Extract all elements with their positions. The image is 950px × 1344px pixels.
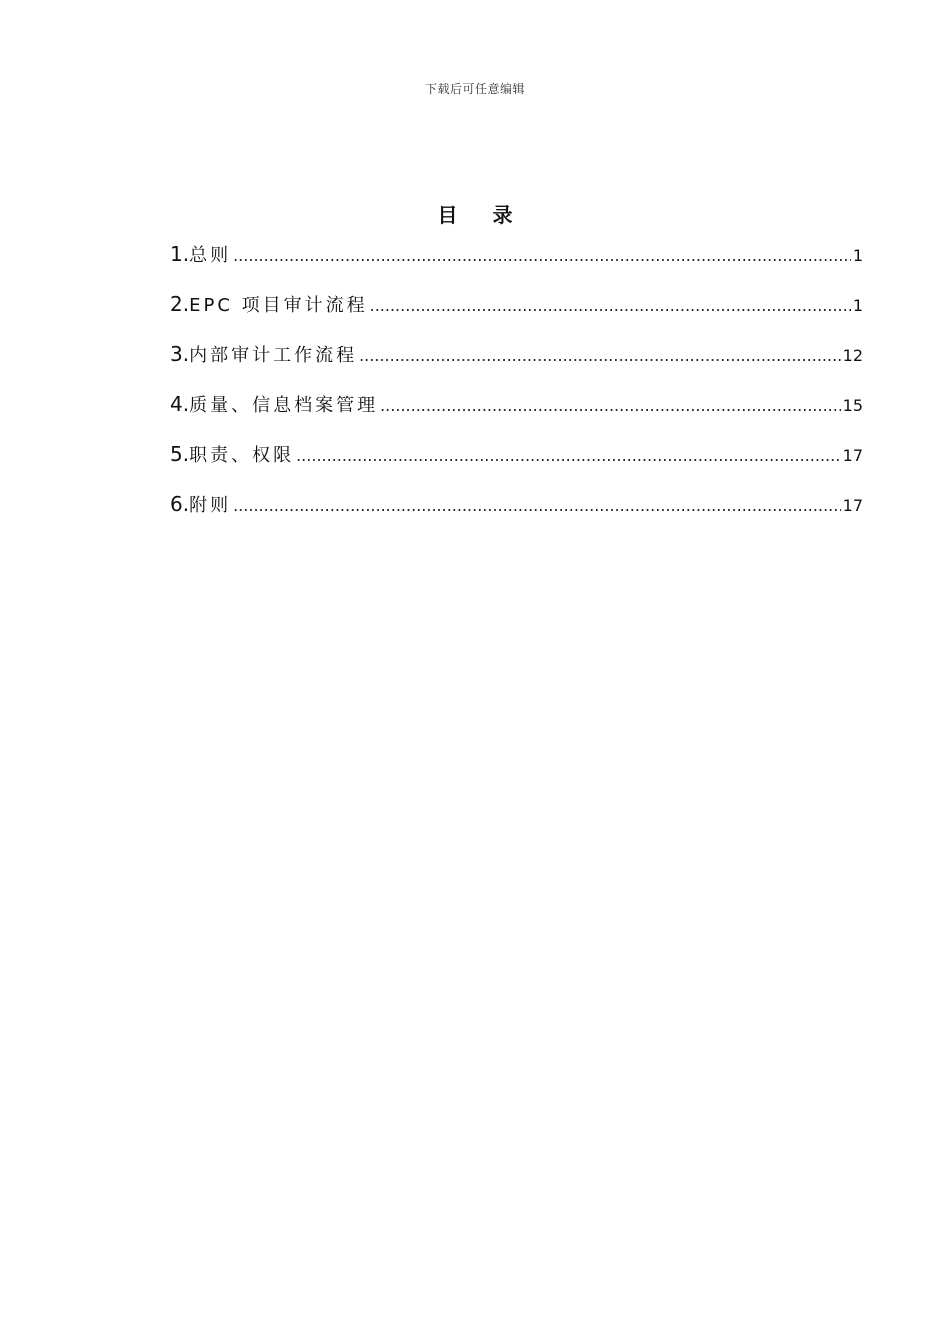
toc-entry-page: 1	[852, 246, 863, 265]
toc-dot-leader	[359, 342, 841, 370]
toc-dot-leader	[380, 392, 841, 420]
toc-entry-title: 职责、权限	[189, 445, 295, 466]
toc-entry-page: 17	[842, 496, 863, 515]
toc-entry-title: 附则	[189, 495, 232, 516]
toc-entry-4[interactable]	[170, 390, 863, 440]
toc-entry-title: EPC 项目审计流程	[189, 295, 368, 316]
toc-entry-1[interactable]	[170, 240, 863, 290]
toc-entry-page: 15	[842, 396, 863, 415]
toc-entry-page: 12	[842, 346, 863, 365]
toc-entry-number: 3.	[170, 342, 190, 366]
toc-entry-number: 2.	[170, 292, 190, 316]
toc-entry-6[interactable]	[170, 490, 863, 540]
toc-entry-5[interactable]	[170, 440, 863, 490]
toc-entry-number: 5.	[170, 442, 190, 466]
toc-dot-leader	[370, 292, 851, 320]
toc-entry-title: 总则	[189, 245, 232, 266]
table-of-contents	[170, 240, 863, 540]
toc-entry-number: 4.	[170, 392, 190, 416]
toc-entry-page: 17	[842, 446, 863, 465]
toc-entry-title: 质量、信息档案管理	[189, 395, 379, 416]
toc-dot-leader	[233, 242, 851, 270]
toc-entry-3[interactable]	[170, 340, 863, 390]
toc-entry-number: 1.	[170, 242, 190, 266]
toc-entry-page: 1	[852, 296, 863, 315]
header-note: 下载后可任意编辑	[424, 82, 525, 96]
toc-dot-leader	[296, 442, 841, 470]
toc-dot-leader	[233, 492, 841, 520]
toc-entry-2[interactable]	[170, 290, 863, 340]
toc-title: 目 录	[437, 203, 527, 227]
toc-entry-number: 6.	[170, 492, 190, 516]
toc-entry-title: 内部审计工作流程	[189, 345, 358, 366]
